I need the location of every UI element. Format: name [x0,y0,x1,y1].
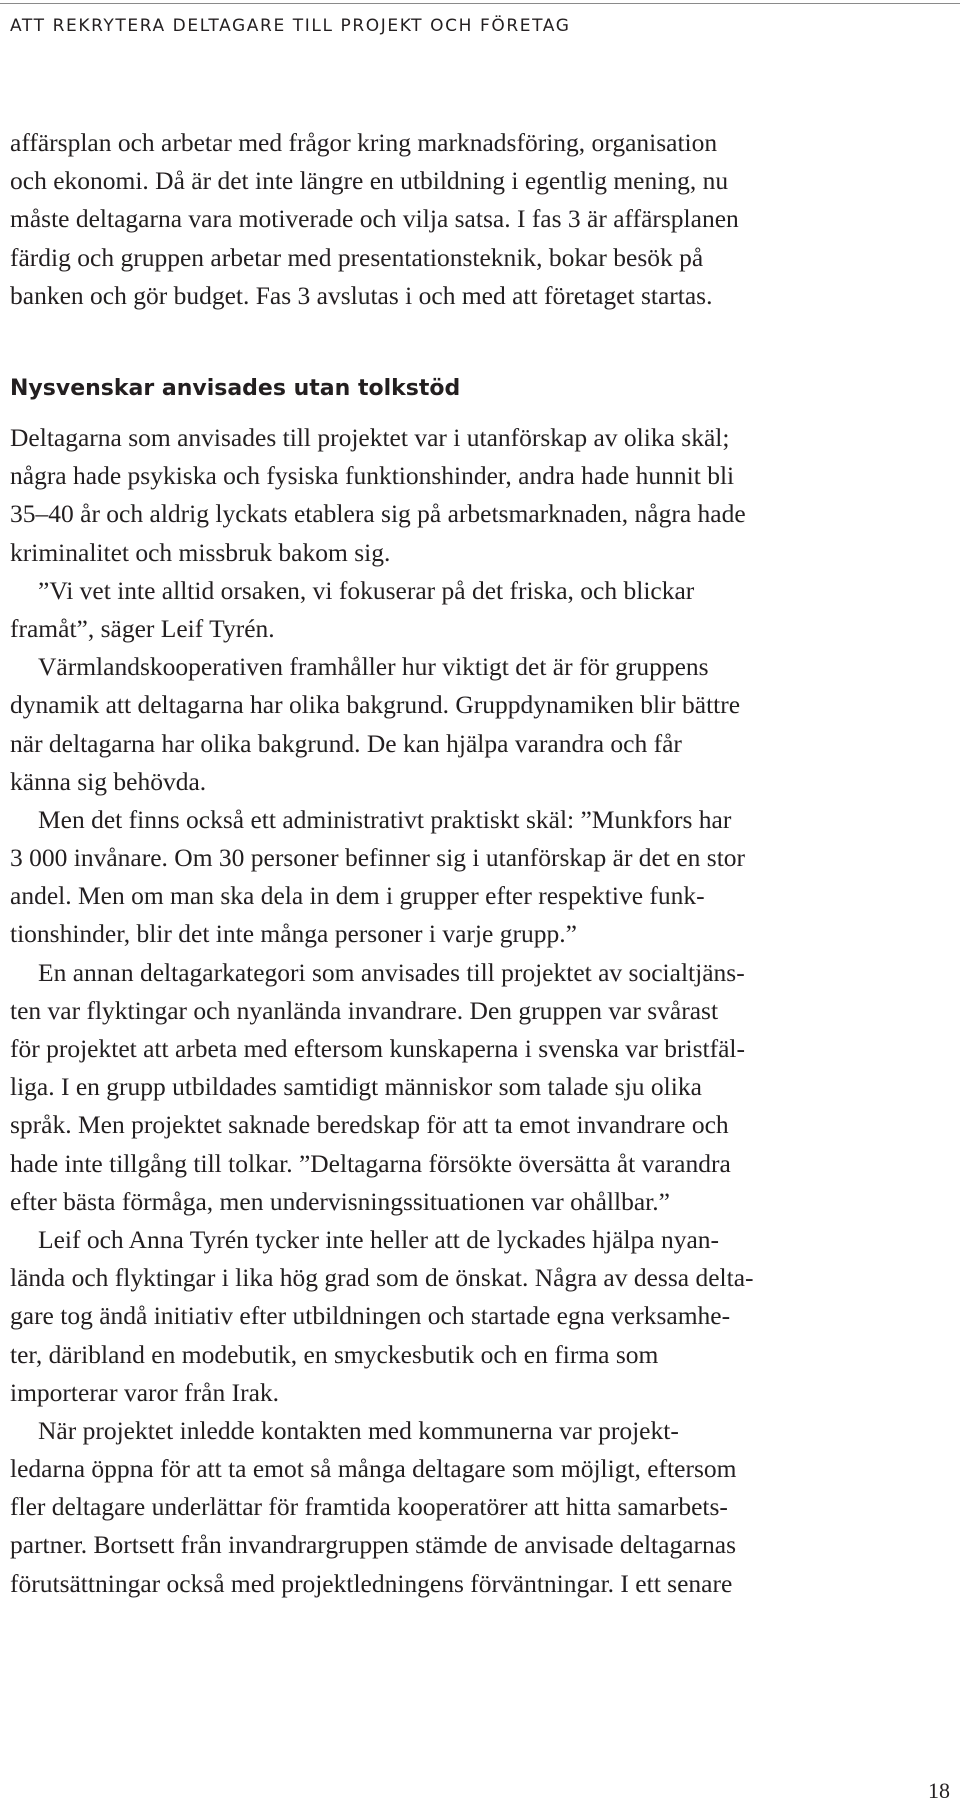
text-line: måste deltagarna vara motiverade och vilja satsa. I fas 3 är affärsplanen [10,204,739,234]
text-line: hade inte tillgång till tolkar. ”Deltagarna försökte översätta åt varandra [10,1148,731,1178]
text-line: andel. Men om man ska dela in dem i grupper efter respektive funk- [10,881,705,911]
text-line: och ekonomi. Då är det inte längre en utbildning i egentlig mening, nu [10,166,729,196]
intro-paragraph [10,124,950,315]
section-heading: Nysvenskar anvisades utan tolkstöd [10,376,461,401]
text-line: lända och flyktingar i lika hög grad som de önskat. Några av dessa delta- [10,1263,754,1293]
text-line: ”Vi vet inte alltid orsaken, vi fokuserar på det friska, och blickar [38,575,695,605]
text-line: ter, däribland en modebutik, en smyckesbutik och en firma som [10,1339,659,1369]
text-line: ten var flyktingar och nyanlända invandrare. Den gruppen var svårast [10,995,719,1025]
text-line: framåt”, säger Leif Tyrén. [10,613,275,643]
text-line: dynamik att deltagarna har olika bakgrund. Gruppdynamiken blir bättre [10,690,741,720]
text-line: En annan deltagarkategori som anvisades till projektet av socialtjäns- [38,957,745,987]
text-line: känna sig behövda. [10,766,207,796]
page-number: 18 [928,1778,950,1803]
text-line: affärsplan och arbetar med frågor kring marknadsföring, organisation [10,128,718,157]
text-line: importerar varor från Irak. [10,1377,280,1407]
section-body [10,419,950,1603]
text-line: liga. I en grupp utbildades samtidigt människor som talade sju olika [10,1072,702,1102]
text-line: Värmlandskooperativen framhåller hur viktigt det är för gruppens [38,652,709,682]
text-line: kriminalitet och missbruk bakom sig. [10,537,391,567]
text-line: banken och gör budget. Fas 3 avslutas i och med att företaget startas. [10,280,713,310]
text-line: tionshinder, blir det inte många personer i varje grupp.” [10,919,577,949]
text-line: några hade psykiska och fysiska funktionshinder, andra hade hunnit bli [10,461,735,491]
text-line: efter bästa förmåga, men undervisningssituationen var ohållbar.” [10,1186,670,1216]
text-line: Deltagarna som anvisades till projektet var i utanförskap av olika skäl; [10,423,730,452]
text-line: gare tog ändå initiativ efter utbildningen och startade egna verksamhe- [10,1301,731,1331]
text-line: Leif och Anna Tyrén tycker inte heller att de lyckades hjälpa nyan- [38,1224,720,1254]
text-line: ledarna öppna för att ta emot så många deltagare som möjligt, eftersom [10,1454,737,1484]
text-line: när deltagarna har olika bakgrund. De kan hjälpa varandra och får [10,728,682,758]
text-line: När projektet inledde kontakten med kommunerna var projekt- [38,1415,679,1445]
text-line: partner. Bortsett från invandrargruppen stämde de anvisade deltagarnas [10,1530,737,1560]
text-line: språk. Men projektet saknade beredskap för att ta emot invandrare och [10,1110,729,1140]
text-line: 35–40 år och aldrig lyckats etablera sig på arbetsmarknaden, några hade [10,499,746,529]
text-line: förutsättningar också med projektledningens förväntningar. I ett senare [10,1568,733,1598]
running-header: ATT REKRYTERA DELTAGARE TILL PROJEKT OCH FÖRETAG [10,16,571,36]
header-rule [0,3,960,4]
text-line: Men det finns också ett administrativt praktiskt skäl: ”Munkfors har [38,804,732,834]
text-line: för projektet att arbeta med eftersom kunskaperna i svenska var bristfäl- [10,1034,745,1063]
text-line: fler deltagare underlättar för framtida kooperatörer att hitta samarbets- [10,1492,728,1522]
text-line: 3 000 invånare. Om 30 personer befinner sig i utanförskap är det en stor [10,843,746,873]
text-line: färdig och gruppen arbetar med presentationsteknik, bokar besök på [10,242,704,272]
